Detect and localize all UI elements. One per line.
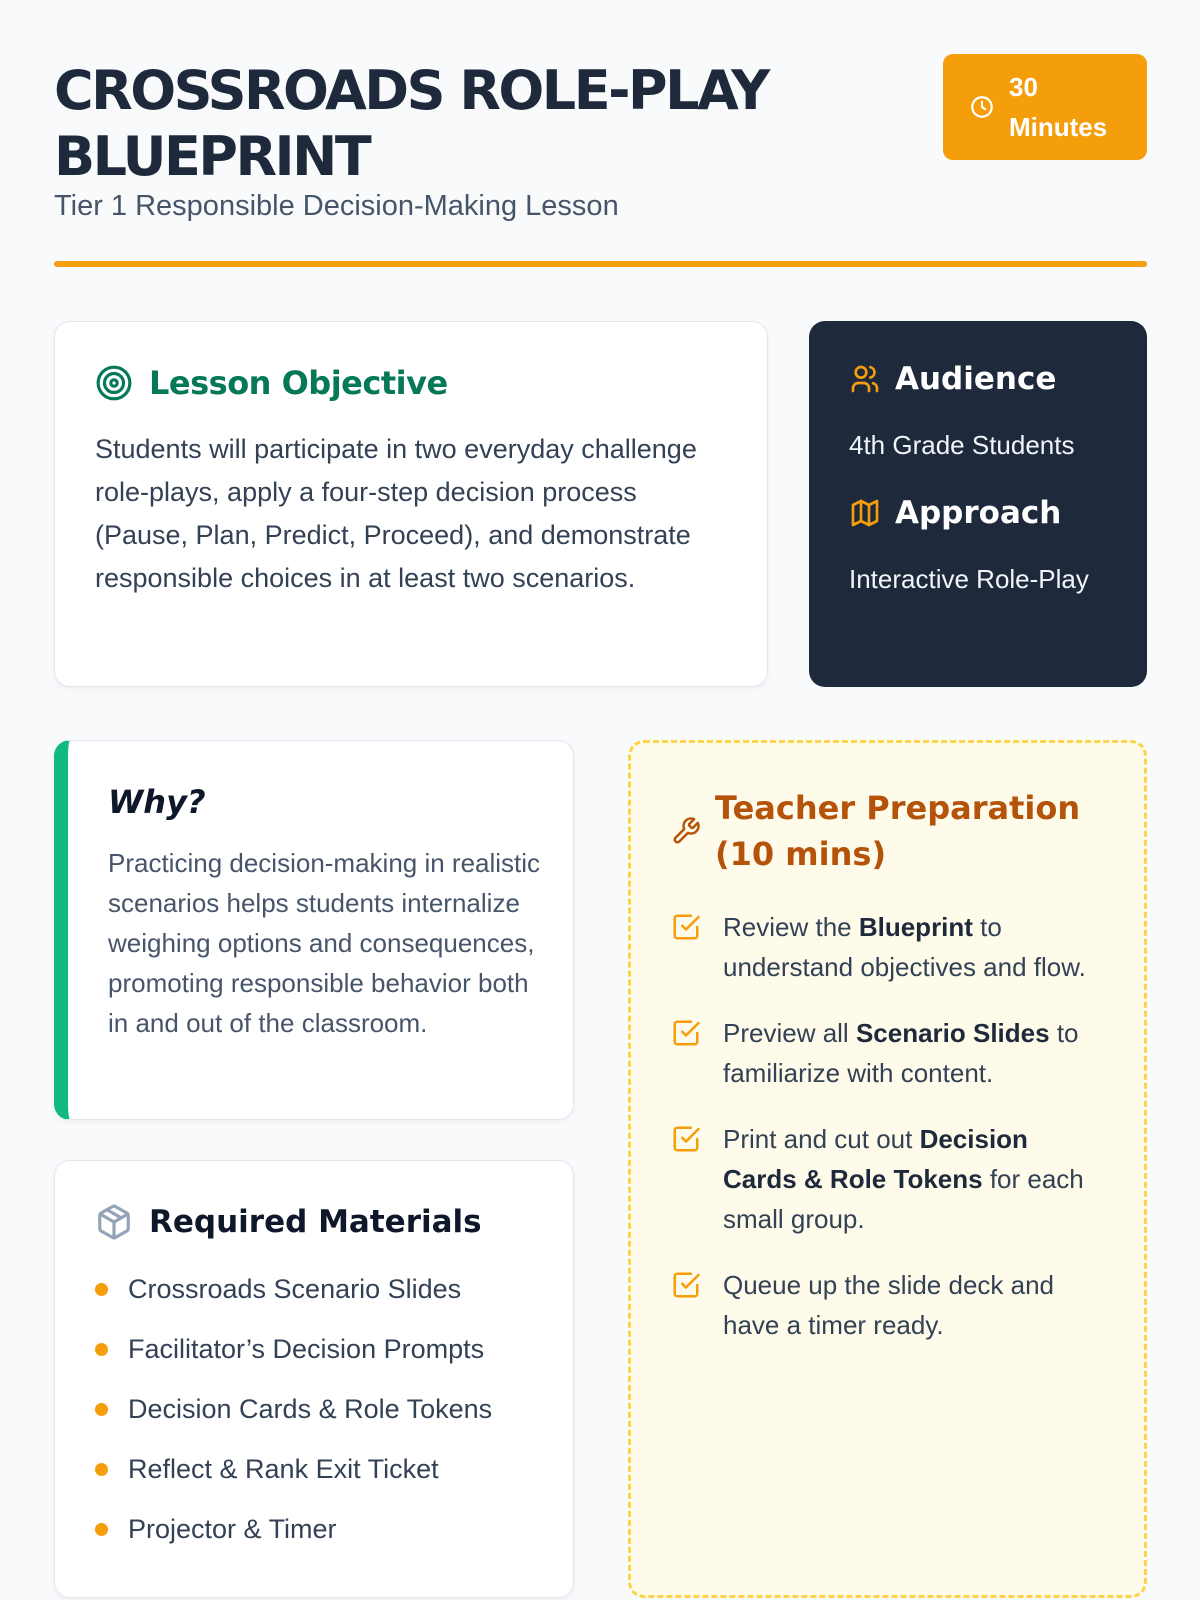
- required-materials-heading: Required Materials: [149, 1204, 482, 1240]
- step-text-after: for each small group.: [723, 1164, 1084, 1234]
- page-header: [54, 54, 1147, 268]
- step-text-before: Print and cut out: [723, 1124, 920, 1154]
- preparation-step-text: [723, 1013, 1108, 1093]
- list-item: [671, 1265, 1108, 1345]
- list-item: [671, 907, 1108, 987]
- preparation-step-text: [723, 1119, 1108, 1239]
- step-text-bold: Blueprint: [858, 912, 973, 942]
- material-label: Projector & Timer: [128, 1513, 337, 1544]
- preparation-step-text: [723, 1265, 1108, 1345]
- duration-badge: [943, 54, 1147, 160]
- step-text-before: Review the: [723, 912, 859, 942]
- material-label: Reflect & Rank Exit Ticket: [128, 1453, 439, 1484]
- list-item: [95, 1269, 537, 1309]
- why-heading: Why?: [108, 783, 206, 821]
- checkbox-checked-icon: [671, 1124, 701, 1154]
- target-icon: [95, 364, 133, 402]
- preparation-step-text: [723, 907, 1108, 987]
- clock-icon: [969, 94, 995, 120]
- material-label: Decision Cards & Role Tokens: [128, 1393, 493, 1424]
- preparation-steps-list: [671, 907, 1108, 1345]
- users-icon: [849, 363, 881, 395]
- why-card: [54, 740, 574, 1120]
- header-divider: [54, 261, 1147, 267]
- list-item: [671, 1013, 1108, 1093]
- step-text-before: Preview all: [723, 1018, 856, 1048]
- teacher-preparation-heading: Teacher Preparation (10 mins): [715, 789, 1081, 873]
- material-label: Facilitator’s Decision Prompts: [128, 1333, 485, 1364]
- list-item: [95, 1509, 537, 1549]
- material-label: Crossroads Scenario Slides: [128, 1273, 462, 1304]
- map-icon: [849, 497, 881, 529]
- audience-heading-row: [849, 361, 1107, 397]
- step-text-after: to familiarize with content.: [723, 1018, 1079, 1088]
- checkbox-checked-icon: [671, 912, 701, 942]
- duration-label: 30 Minutes: [1009, 72, 1108, 142]
- approach-value: Interactive Role-Play: [849, 564, 1089, 594]
- page-title: CROSSROADS ROLE-PLAY BLUEPRINT: [54, 59, 768, 188]
- bullet-dot: [95, 1283, 108, 1296]
- step-text-bold: Scenario Slides: [855, 1018, 1050, 1048]
- approach-heading: Approach: [895, 495, 1062, 531]
- step-text-after: to understand objectives and flow.: [723, 912, 1086, 982]
- required-materials-card: [54, 1160, 574, 1598]
- bullet-dot: [95, 1403, 108, 1416]
- step-text-before: Queue up the slide deck and have a timer ready.: [723, 1270, 1055, 1340]
- bullet-dot: [95, 1343, 108, 1356]
- required-materials-heading-row: [95, 1203, 537, 1241]
- lesson-objective-heading-row: [95, 364, 727, 402]
- bullet-dot: [95, 1523, 108, 1536]
- audience-approach-card: [809, 321, 1147, 687]
- list-item: [671, 1119, 1108, 1239]
- approach-heading-row: [849, 495, 1107, 531]
- wrench-icon: [671, 816, 701, 846]
- box-icon: [95, 1203, 133, 1241]
- lesson-objective-heading: Lesson Objective: [149, 364, 448, 402]
- page-subtitle: Tier 1 Responsible Decision-Making Lesson: [54, 190, 619, 222]
- lesson-blueprint-page: [54, 0, 1147, 1600]
- lesson-objective-text: Students will participate in two everyday challenge role-plays, apply a four-step decision process (Pause, Plan, Predict, Proceed), and demonstrate responsible choices in at least two scenarios.: [95, 434, 697, 593]
- materials-list: [95, 1269, 537, 1549]
- list-item: [95, 1389, 537, 1429]
- list-item: [95, 1449, 537, 1489]
- checkbox-checked-icon: [671, 1270, 701, 1300]
- why-text: Practicing decision-making in realistic scenarios helps students internalize weighing options and consequences, promoting responsible behavior both in and out of the classroom.: [108, 848, 541, 1038]
- list-item: [95, 1329, 537, 1369]
- checkbox-checked-icon: [671, 1018, 701, 1048]
- step-text-bold: Decision Cards & Role Tokens: [723, 1124, 1028, 1194]
- audience-value: 4th Grade Students: [849, 430, 1075, 460]
- teacher-preparation-heading-row: [671, 785, 1108, 877]
- lesson-objective-card: [54, 321, 768, 687]
- bullet-dot: [95, 1463, 108, 1476]
- audience-heading: Audience: [895, 361, 1057, 397]
- teacher-preparation-card: [628, 740, 1147, 1598]
